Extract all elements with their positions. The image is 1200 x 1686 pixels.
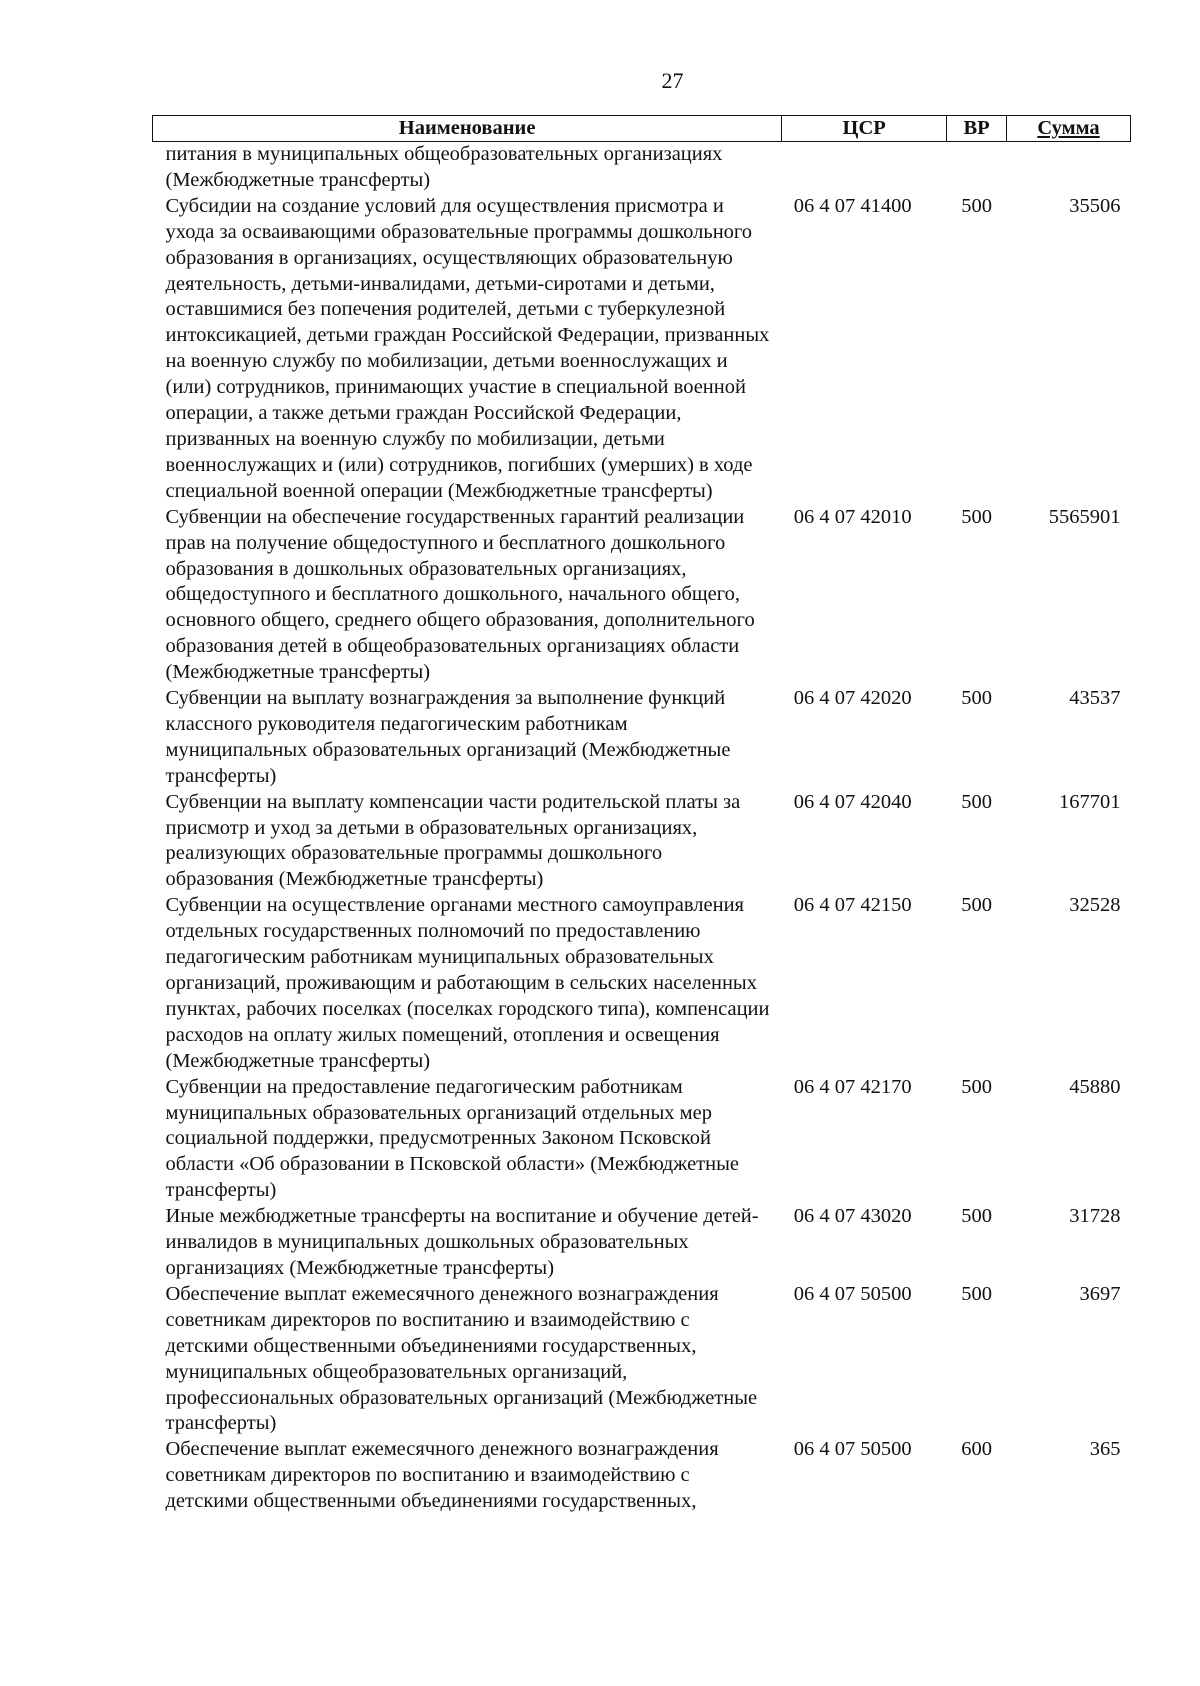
row-csr: 06 4 07 42020 (793, 687, 912, 710)
row-vr: 500 (961, 1075, 992, 1098)
budget-table (152, 115, 1131, 1515)
table-header (153, 116, 1131, 142)
table-row (153, 1075, 1131, 1205)
row-vr: 500 (961, 687, 992, 710)
row-sum: 5565901 (1048, 505, 1121, 528)
row-sum: 35506 (1069, 194, 1121, 217)
row-csr: 06 4 07 42170 (793, 1075, 912, 1098)
row-csr: 06 4 07 50500 (793, 1282, 912, 1305)
row-csr: 06 4 07 42010 (793, 505, 912, 528)
row-sum (1007, 142, 1131, 194)
row-vr: 500 (961, 1205, 992, 1228)
row-sum: 31728 (1069, 1205, 1121, 1228)
table-row (153, 142, 1131, 194)
row-sum: 32528 (1069, 894, 1121, 917)
row-vr: 600 (961, 1438, 992, 1461)
row-vr: 500 (961, 790, 992, 813)
row-csr: 06 4 07 42040 (793, 790, 912, 813)
row-sum: 365 (1089, 1438, 1121, 1461)
page-number: 27 (661, 68, 684, 93)
header-csr: ЦСР (782, 116, 947, 142)
table-row (153, 686, 1131, 790)
row-name: Субвенции на осуществление органами местного самоуправления отдельных государственных полномочий по предоставлению педагогическим работникам муниципальных образовательных организаций, проживающим и работающим в сельских населенных пунктах, рабочих поселках (поселках городского типа), компенсации расходов на оплату жилых помещений, отопления и освещения (Межбюджетные трансферты) (165, 894, 770, 1072)
row-name: Иные межбюджетные трансферты на воспитание и обучение детей-инвалидов в муниципальных дошкольных образовательных организациях (Межбюджетные трансферты) (165, 1205, 759, 1279)
row-csr: 06 4 07 43020 (793, 1205, 912, 1228)
table-row (153, 505, 1131, 686)
row-sum: 3697 (1079, 1282, 1121, 1305)
row-name: Обеспечение выплат ежемесячного денежного вознаграждения советникам директоров по воспитанию и взаимодействию с детскими общественными объединениями государственных, муниципальных общеобразовательных организаций, профессиональных образовательных организаций (Межбюджетные трансферты) (165, 1282, 758, 1435)
row-vr: 500 (961, 894, 992, 917)
header-vr: ВР (947, 116, 1007, 142)
row-csr: 06 4 07 50500 (793, 1438, 912, 1461)
table-row (153, 893, 1131, 1074)
table-row (153, 1282, 1131, 1437)
row-vr: 500 (961, 1282, 992, 1305)
row-name: Субсидии на создание условий для осуществления присмотра и ухода за осваивающими образовательные программы дошкольного образования в организациях, осуществляющих образовательную деятельность, детьми-инвалидами, детьми-сиротами и детьми, оставшимися без попечения родителей, детьми с туберкулезной интоксикацией, детьми граждан Российской Федерации, призванных на военную службу по мобилизации, детьми военнослужащих и (или) сотрудников, принимающих участие в специальной военной операции, а также детьми граждан Российской Федерации, призванных на военную службу по мобилизации, детьми военнослужащих и (или) сотрудников, погибших (умерших) в ходе специальной военной операции (Межбюджетные трансферты) (165, 194, 770, 502)
header-sum-label: Сумма (1037, 117, 1100, 139)
header-name: Наименование (153, 116, 782, 142)
row-vr (947, 142, 1007, 194)
row-name: Субвенции на предоставление педагогическим работникам муниципальных образовательных организаций отдельных мер социальной поддержки, предусмотренных Законом Псковской области «Об образовании в Псковской области» (Межбюджетные трансферты) (165, 1075, 739, 1202)
row-sum: 167701 (1059, 790, 1121, 813)
table-row (153, 790, 1131, 894)
row-name: Субвенции на обеспечение государственных гарантий реализации прав на получение общедоступного и бесплатного дошкольного образования в дошкольных образовательных организациях, общедоступного и бесплатного дошкольного, начального общего, основного общего, среднего общего образования, дополнительного образования детей в общеобразовательных организациях области (Межбюджетные трансферты) (165, 505, 755, 684)
header-row (153, 116, 1131, 142)
row-vr: 500 (961, 194, 992, 217)
table-body (153, 142, 1131, 1516)
table-row (153, 1204, 1131, 1282)
row-name: питания в муниципальных общеобразовательных организациях (Межбюджетные трансферты) (165, 143, 723, 191)
row-sum: 45880 (1069, 1075, 1121, 1098)
row-sum: 43537 (1069, 687, 1121, 710)
row-csr: 06 4 07 41400 (793, 194, 912, 217)
row-vr: 500 (961, 505, 992, 528)
table-row (153, 1437, 1131, 1515)
table-row (153, 194, 1131, 505)
row-name: Субвенции на выплату вознаграждения за выполнение функций классного руководителя педагогическим работникам муниципальных образовательных организаций (Межбюджетные трансферты) (165, 687, 731, 787)
row-csr (782, 142, 947, 194)
header-sum (1007, 116, 1131, 142)
row-csr: 06 4 07 42150 (793, 894, 912, 917)
row-name: Обеспечение выплат ежемесячного денежного вознаграждения советникам директоров по воспитанию и взаимодействию с детскими общественными объединениями государственных, (165, 1438, 719, 1513)
row-name: Субвенции на выплату компенсации части родительской платы за присмотр и уход за детьми в образовательных организациях, реализующих образовательные программы дошкольного образования (Межбюджетные трансферты) (165, 790, 741, 891)
